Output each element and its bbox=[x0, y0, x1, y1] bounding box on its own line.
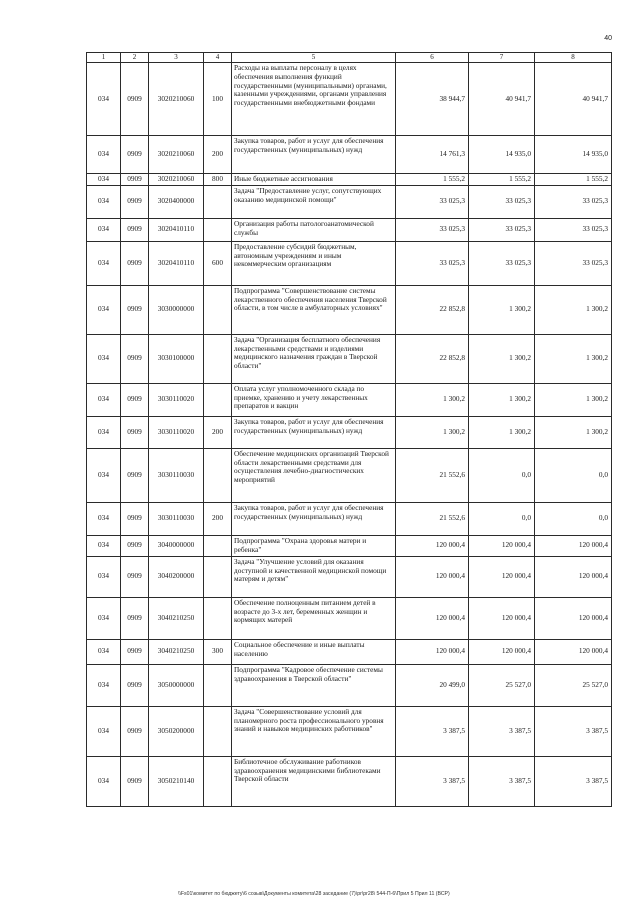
cell-target-article: 3030110030 bbox=[149, 502, 204, 535]
cell-target-article: 3030110030 bbox=[149, 448, 204, 502]
cell-amount-year1: 22 852,8 bbox=[396, 285, 469, 334]
cell-amount-year2: 0,0 bbox=[469, 502, 535, 535]
table-row bbox=[87, 756, 612, 806]
cell-section-code: 0909 bbox=[121, 535, 149, 556]
column-header: 3 bbox=[149, 53, 204, 63]
cell-target-article: 3040210250 bbox=[149, 597, 204, 639]
cell-amount-year2: 1 300,2 bbox=[469, 416, 535, 448]
cell-ministry-code: 034 bbox=[87, 502, 121, 535]
cell-target-article: 3050210140 bbox=[149, 756, 204, 806]
cell-description: Задача "Предоставление услуг, сопутствующих оказанию медицинской помощи" bbox=[232, 185, 396, 218]
table-row bbox=[87, 664, 612, 706]
cell-amount-year2: 1 555,2 bbox=[469, 174, 535, 186]
column-header: 4 bbox=[204, 53, 232, 63]
cell-section-code: 0909 bbox=[121, 639, 149, 664]
table-row bbox=[87, 597, 612, 639]
cell-section-code: 0909 bbox=[121, 416, 149, 448]
cell-ministry-code: 034 bbox=[87, 383, 121, 416]
cell-description: Закупка товаров, работ и услуг для обеспечения государственных (муниципальных) нужд bbox=[232, 136, 396, 174]
cell-amount-year2: 120 000,4 bbox=[469, 535, 535, 556]
cell-amount-year1: 33 025,3 bbox=[396, 185, 469, 218]
cell-expense-type bbox=[204, 535, 232, 556]
cell-section-code: 0909 bbox=[121, 664, 149, 706]
cell-amount-year1: 38 944,7 bbox=[396, 63, 469, 136]
cell-amount-year3: 3 387,5 bbox=[535, 706, 612, 756]
cell-expense-type bbox=[204, 756, 232, 806]
table-row bbox=[87, 706, 612, 756]
cell-amount-year1: 1 300,2 bbox=[396, 383, 469, 416]
cell-amount-year1: 20 499,0 bbox=[396, 664, 469, 706]
cell-description: Предоставление субсидий бюджетным, автономным учреждениям и иным некоммерческим организациям bbox=[232, 241, 396, 285]
cell-amount-year3: 33 025,3 bbox=[535, 185, 612, 218]
cell-section-code: 0909 bbox=[121, 185, 149, 218]
cell-section-code: 0909 bbox=[121, 285, 149, 334]
table-row bbox=[87, 448, 612, 502]
cell-section-code: 0909 bbox=[121, 706, 149, 756]
cell-expense-type bbox=[204, 334, 232, 383]
table-body bbox=[87, 63, 612, 807]
cell-ministry-code: 034 bbox=[87, 597, 121, 639]
cell-amount-year2: 3 387,5 bbox=[469, 706, 535, 756]
cell-amount-year2: 14 935,0 bbox=[469, 136, 535, 174]
cell-section-code: 0909 bbox=[121, 756, 149, 806]
cell-target-article: 3050200000 bbox=[149, 706, 204, 756]
cell-expense-type: 200 bbox=[204, 502, 232, 535]
cell-description: Организация работы патологоанатомической службы bbox=[232, 218, 396, 241]
cell-ministry-code: 034 bbox=[87, 174, 121, 186]
table-row bbox=[87, 535, 612, 556]
column-header: 7 bbox=[469, 53, 535, 63]
cell-description: Расходы на выплаты персоналу в целях обеспечения выполнения функций государственными (муниципальными) органами, казенными учреждениями, органами управления государственными внебюджетными фондами bbox=[232, 63, 396, 136]
cell-amount-year1: 1 555,2 bbox=[396, 174, 469, 186]
cell-amount-year2: 3 387,5 bbox=[469, 756, 535, 806]
cell-ministry-code: 034 bbox=[87, 241, 121, 285]
table-row bbox=[87, 502, 612, 535]
cell-target-article: 3020410110 bbox=[149, 241, 204, 285]
table-row bbox=[87, 218, 612, 241]
cell-amount-year2: 33 025,3 bbox=[469, 241, 535, 285]
cell-amount-year3: 120 000,4 bbox=[535, 535, 612, 556]
cell-section-code: 0909 bbox=[121, 597, 149, 639]
cell-amount-year3: 1 300,2 bbox=[535, 416, 612, 448]
cell-amount-year1: 1 300,2 bbox=[396, 416, 469, 448]
table-row bbox=[87, 63, 612, 136]
cell-target-article: 3020400000 bbox=[149, 185, 204, 218]
cell-ministry-code: 034 bbox=[87, 448, 121, 502]
cell-target-article: 3030110020 bbox=[149, 383, 204, 416]
cell-ministry-code: 034 bbox=[87, 706, 121, 756]
cell-amount-year3: 1 300,2 bbox=[535, 383, 612, 416]
cell-amount-year2: 120 000,4 bbox=[469, 597, 535, 639]
table-row bbox=[87, 639, 612, 664]
cell-amount-year3: 120 000,4 bbox=[535, 597, 612, 639]
cell-ministry-code: 034 bbox=[87, 664, 121, 706]
cell-expense-type bbox=[204, 556, 232, 597]
cell-amount-year3: 25 527,0 bbox=[535, 664, 612, 706]
cell-description: Библиотечное обслуживание работников здравоохранения медицинскими библиотеками Тверской области bbox=[232, 756, 396, 806]
cell-section-code: 0909 bbox=[121, 136, 149, 174]
cell-amount-year1: 33 025,3 bbox=[396, 241, 469, 285]
cell-description: Закупка товаров, работ и услуг для обеспечения государственных (муниципальных) нужд bbox=[232, 416, 396, 448]
cell-expense-type bbox=[204, 185, 232, 218]
cell-section-code: 0909 bbox=[121, 334, 149, 383]
cell-ministry-code: 034 bbox=[87, 63, 121, 136]
cell-amount-year2: 120 000,4 bbox=[469, 639, 535, 664]
cell-amount-year3: 120 000,4 bbox=[535, 556, 612, 597]
column-header: 1 bbox=[87, 53, 121, 63]
cell-description: Подпрограмма "Совершенствование системы лекарственного обеспечения населения Тверской области, в том числе в амбулаторных условиях" bbox=[232, 285, 396, 334]
cell-target-article: 3020210060 bbox=[149, 63, 204, 136]
cell-amount-year1: 22 852,8 bbox=[396, 334, 469, 383]
cell-target-article: 3020210060 bbox=[149, 136, 204, 174]
cell-amount-year3: 33 025,3 bbox=[535, 241, 612, 285]
cell-description: Иные бюджетные ассигнования bbox=[232, 174, 396, 186]
cell-section-code: 0909 bbox=[121, 218, 149, 241]
cell-section-code: 0909 bbox=[121, 502, 149, 535]
cell-expense-type bbox=[204, 706, 232, 756]
cell-target-article: 3020410110 bbox=[149, 218, 204, 241]
cell-amount-year1: 120 000,4 bbox=[396, 639, 469, 664]
table-row bbox=[87, 285, 612, 334]
column-header: 8 bbox=[535, 53, 612, 63]
cell-amount-year1: 33 025,3 bbox=[396, 218, 469, 241]
cell-section-code: 0909 bbox=[121, 174, 149, 186]
cell-amount-year2: 1 300,2 bbox=[469, 334, 535, 383]
cell-expense-type bbox=[204, 448, 232, 502]
cell-expense-type bbox=[204, 383, 232, 416]
cell-amount-year2: 0,0 bbox=[469, 448, 535, 502]
cell-amount-year3: 120 000,4 bbox=[535, 639, 612, 664]
cell-target-article: 3030000000 bbox=[149, 285, 204, 334]
cell-description: Задача "Совершенствование условий для планомерного роста профессионального уровня знаний и навыков медицинских работников" bbox=[232, 706, 396, 756]
cell-target-article: 3050000000 bbox=[149, 664, 204, 706]
cell-description: Обеспечение полноценным питанием детей в возрасте до 3-х лет, беременных женщин и кормящих матерей bbox=[232, 597, 396, 639]
cell-ministry-code: 034 bbox=[87, 756, 121, 806]
cell-section-code: 0909 bbox=[121, 448, 149, 502]
cell-amount-year2: 40 941,7 bbox=[469, 63, 535, 136]
table-row bbox=[87, 416, 612, 448]
cell-amount-year2: 33 025,3 bbox=[469, 185, 535, 218]
cell-amount-year1: 21 552,6 bbox=[396, 448, 469, 502]
table-row bbox=[87, 383, 612, 416]
cell-ministry-code: 034 bbox=[87, 334, 121, 383]
cell-target-article: 3030110020 bbox=[149, 416, 204, 448]
cell-amount-year1: 120 000,4 bbox=[396, 597, 469, 639]
cell-amount-year3: 40 941,7 bbox=[535, 63, 612, 136]
cell-ministry-code: 034 bbox=[87, 556, 121, 597]
cell-ministry-code: 034 bbox=[87, 416, 121, 448]
cell-amount-year2: 1 300,2 bbox=[469, 285, 535, 334]
cell-target-article: 3040210250 bbox=[149, 639, 204, 664]
cell-description: Подпрограмма "Охрана здоровья матери и ребенка" bbox=[232, 535, 396, 556]
cell-expense-type bbox=[204, 597, 232, 639]
cell-expense-type bbox=[204, 218, 232, 241]
column-header: 2 bbox=[121, 53, 149, 63]
cell-amount-year3: 0,0 bbox=[535, 502, 612, 535]
cell-amount-year3: 1 555,2 bbox=[535, 174, 612, 186]
cell-amount-year3: 33 025,3 bbox=[535, 218, 612, 241]
cell-expense-type: 200 bbox=[204, 416, 232, 448]
cell-expense-type bbox=[204, 285, 232, 334]
cell-target-article: 3040000000 bbox=[149, 535, 204, 556]
cell-expense-type: 200 bbox=[204, 136, 232, 174]
cell-amount-year1: 120 000,4 bbox=[396, 535, 469, 556]
cell-description: Оплата услуг уполномоченного склада по приемке, хранению и учету лекарственных препаратов и вакцин bbox=[232, 383, 396, 416]
cell-description: Задача "Организация бесплатного обеспечения лекарственными средствами и изделиями медицинского назначения граждан в Тверской области" bbox=[232, 334, 396, 383]
cell-amount-year1: 3 387,5 bbox=[396, 706, 469, 756]
cell-ministry-code: 034 bbox=[87, 185, 121, 218]
cell-expense-type: 600 bbox=[204, 241, 232, 285]
cell-amount-year2: 33 025,3 bbox=[469, 218, 535, 241]
cell-amount-year3: 14 935,0 bbox=[535, 136, 612, 174]
table-row bbox=[87, 334, 612, 383]
cell-amount-year2: 25 527,0 bbox=[469, 664, 535, 706]
cell-amount-year3: 3 387,5 bbox=[535, 756, 612, 806]
cell-description: Социальное обеспечение и иные выплаты населению bbox=[232, 639, 396, 664]
header-row bbox=[87, 53, 612, 63]
cell-section-code: 0909 bbox=[121, 383, 149, 416]
cell-amount-year2: 120 000,4 bbox=[469, 556, 535, 597]
column-header: 5 bbox=[232, 53, 396, 63]
cell-amount-year3: 1 300,2 bbox=[535, 334, 612, 383]
table-row bbox=[87, 556, 612, 597]
cell-ministry-code: 034 bbox=[87, 639, 121, 664]
cell-section-code: 0909 bbox=[121, 63, 149, 136]
cell-section-code: 0909 bbox=[121, 556, 149, 597]
cell-amount-year1: 21 552,6 bbox=[396, 502, 469, 535]
cell-target-article: 3020210060 bbox=[149, 174, 204, 186]
cell-description: Закупка товаров, работ и услуг для обеспечения государственных (муниципальных) нужд bbox=[232, 502, 396, 535]
cell-expense-type bbox=[204, 664, 232, 706]
cell-amount-year1: 120 000,4 bbox=[396, 556, 469, 597]
cell-amount-year3: 1 300,2 bbox=[535, 285, 612, 334]
cell-amount-year1: 14 761,3 bbox=[396, 136, 469, 174]
table-row bbox=[87, 174, 612, 186]
cell-target-article: 3040200000 bbox=[149, 556, 204, 597]
cell-description: Обеспечение медицинских организаций Тверской области лекарственными средствами для осуществления лечебно-диагностических мероприятий bbox=[232, 448, 396, 502]
table-row bbox=[87, 185, 612, 218]
cell-expense-type: 800 bbox=[204, 174, 232, 186]
cell-ministry-code: 034 bbox=[87, 218, 121, 241]
cell-expense-type: 300 bbox=[204, 639, 232, 664]
table-row bbox=[87, 241, 612, 285]
page-number: 40 bbox=[604, 35, 612, 42]
cell-description: Подпрограмма "Кадровое обеспечение системы здравоохранения в Тверской области" bbox=[232, 664, 396, 706]
cell-ministry-code: 034 bbox=[87, 535, 121, 556]
cell-target-article: 3030100000 bbox=[149, 334, 204, 383]
cell-expense-type: 100 bbox=[204, 63, 232, 136]
cell-amount-year1: 3 387,5 bbox=[396, 756, 469, 806]
column-header: 6 bbox=[396, 53, 469, 63]
table-row bbox=[87, 136, 612, 174]
footer-file-path: \\Fs01\комитет по бюджету\6 созыв\Документы комитета\28 заседание (7)\pr\pr28\ 544-П-6\Прил 5 Прил 11 (ВСР) bbox=[178, 891, 450, 897]
cell-amount-year2: 1 300,2 bbox=[469, 383, 535, 416]
cell-section-code: 0909 bbox=[121, 241, 149, 285]
budget-table bbox=[86, 52, 612, 807]
cell-ministry-code: 034 bbox=[87, 285, 121, 334]
cell-amount-year3: 0,0 bbox=[535, 448, 612, 502]
cell-ministry-code: 034 bbox=[87, 136, 121, 174]
cell-description: Задача "Улучшение условий для оказания доступной и качественной медицинской помощи матерям и детям" bbox=[232, 556, 396, 597]
